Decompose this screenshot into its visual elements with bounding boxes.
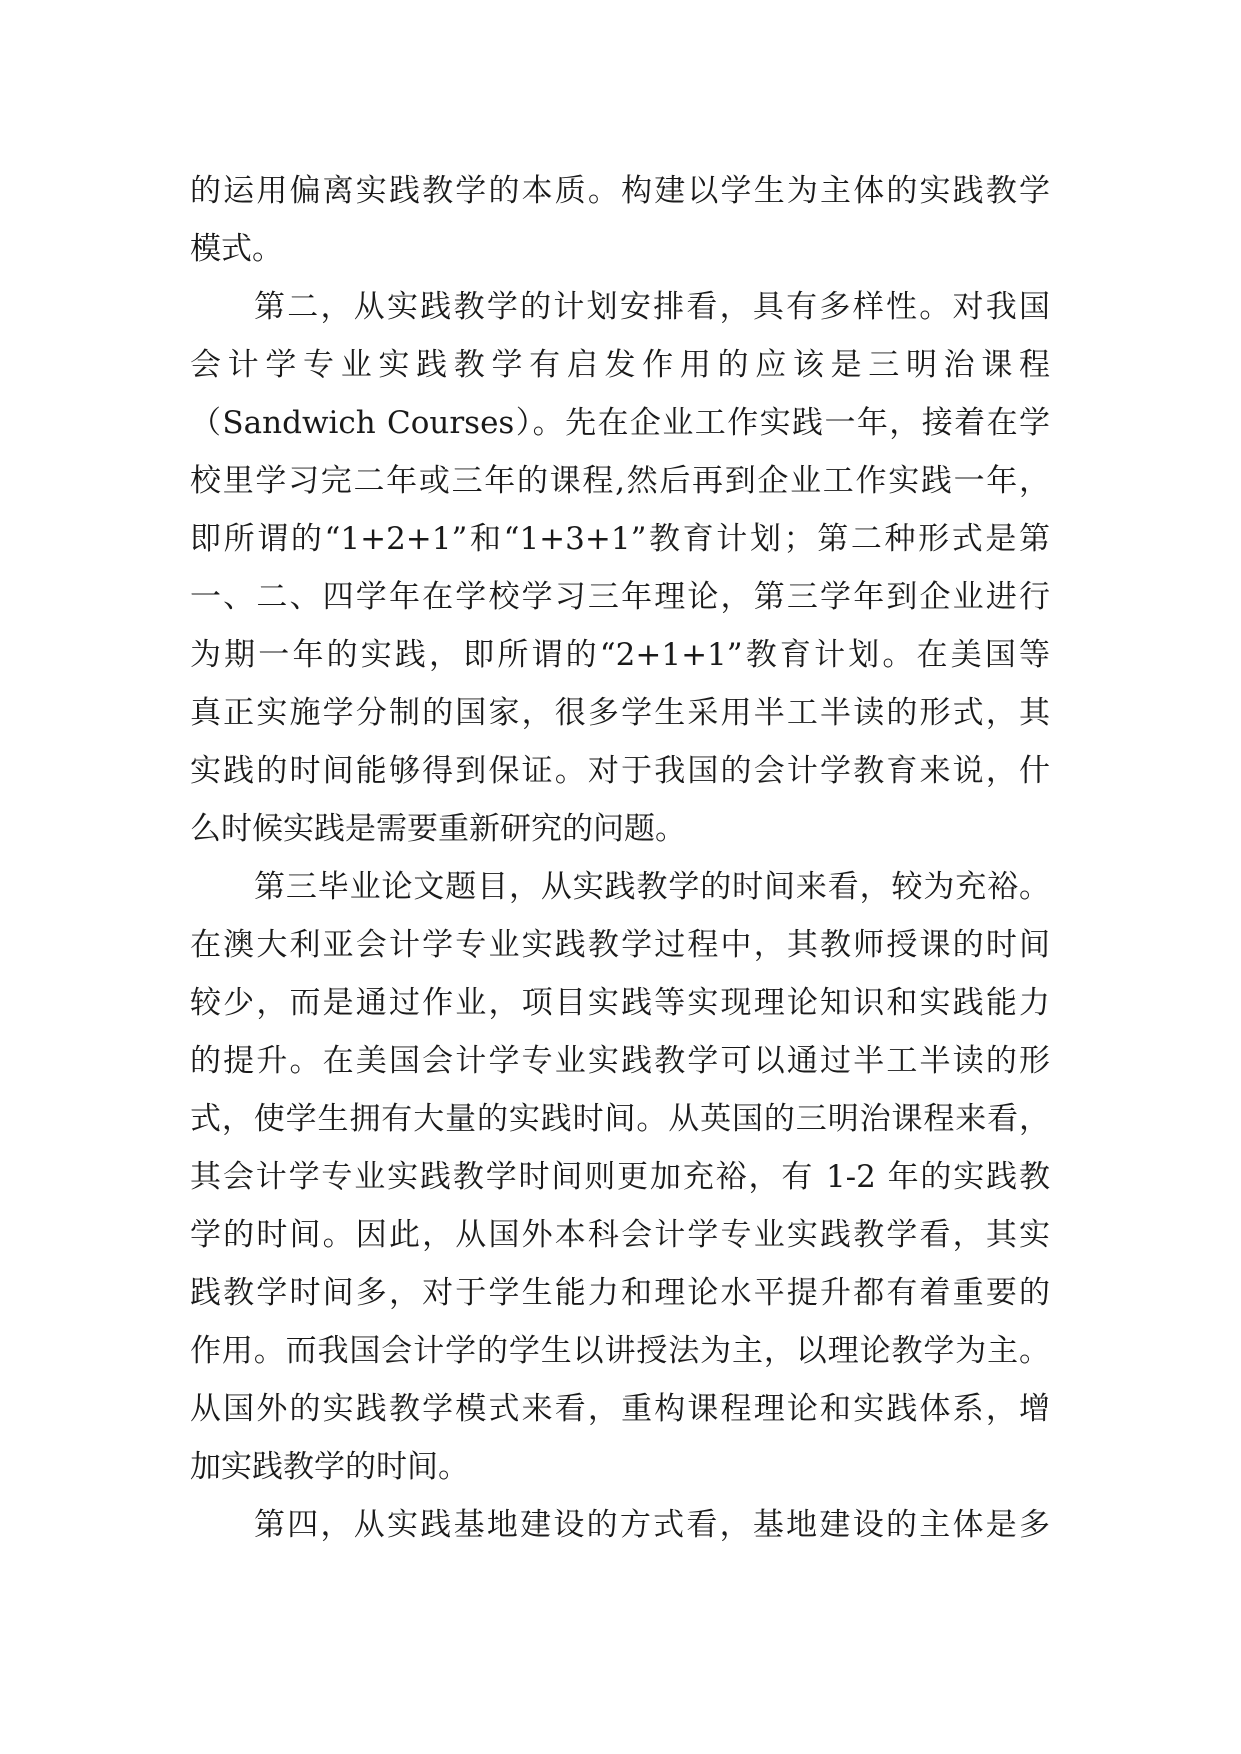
text-line: 较少，而是通过作业，项目实践等实现理论知识和实践能力 bbox=[190, 985, 1050, 1021]
text-line: 的提升。在美国会计学专业实践教学可以通过半工半读的形 bbox=[190, 1043, 1050, 1079]
document-body bbox=[190, 162, 1050, 1554]
text-line: 式，使学生拥有大量的实践时间。从英国的三明治课程来看， bbox=[190, 1101, 1050, 1137]
text-line: 在澳大利亚会计学专业实践教学过程中，其教师授课的时间 bbox=[190, 927, 1050, 963]
text-line: 加实践教学的时间。 bbox=[190, 1449, 469, 1485]
text-line: （Sandwich Courses）。先在企业工作实践一年，接着在学 bbox=[190, 405, 1050, 441]
text-line: 第二，从实践教学的计划安排看，具有多样性。对我国 bbox=[254, 289, 1050, 325]
paragraph bbox=[190, 278, 1050, 858]
text-line: 从国外的实践教学模式来看，重构课程理论和实践体系，增 bbox=[190, 1391, 1050, 1427]
text-line: 真正实施学分制的国家，很多学生采用半工半读的形式，其 bbox=[190, 695, 1050, 731]
text-line: 为期一年的实践，即所谓的“2+1+1”教育计划。在美国等 bbox=[190, 637, 1050, 673]
text-line: 会计学专业实践教学有启发作用的应该是三明治课程 bbox=[190, 347, 1050, 383]
text-line: 实践的时间能够得到保证。对于我国的会计学教育来说，什 bbox=[190, 753, 1050, 789]
text-line: 一、二、四学年在学校学习三年理论，第三学年到企业进行 bbox=[190, 579, 1050, 615]
text-line: 第四，从实践基地建设的方式看，基地建设的主体是多 bbox=[254, 1507, 1050, 1543]
text-line: 即所谓的“1+2+1”和“1+3+1”教育计划；第二种形式是第 bbox=[190, 521, 1050, 557]
text-line: 模式。 bbox=[190, 231, 283, 267]
text-line: 的运用偏离实践教学的本质。构建以学生为主体的实践教学 bbox=[190, 173, 1050, 209]
text-line: 践教学时间多，对于学生能力和理论水平提升都有着重要的 bbox=[190, 1275, 1050, 1311]
paragraph bbox=[190, 1496, 1050, 1554]
text-line: 作用。而我国会计学的学生以讲授法为主，以理论教学为主。 bbox=[190, 1333, 1050, 1369]
paragraph bbox=[190, 162, 1050, 278]
text-line: 其会计学专业实践教学时间则更加充裕，有 1-2 年的实践教 bbox=[190, 1159, 1050, 1195]
text-line: 学的时间。因此，从国外本科会计学专业实践教学看，其实 bbox=[190, 1217, 1050, 1253]
text-line: 第三毕业论文题目，从实践教学的时间来看，较为充裕。 bbox=[254, 869, 1050, 905]
paragraph bbox=[190, 858, 1050, 1496]
text-line: 么时候实践是需要重新研究的问题。 bbox=[190, 811, 686, 847]
text-line: 校里学习完二年或三年的课程,然后再到企业工作实践一年， bbox=[190, 463, 1050, 499]
